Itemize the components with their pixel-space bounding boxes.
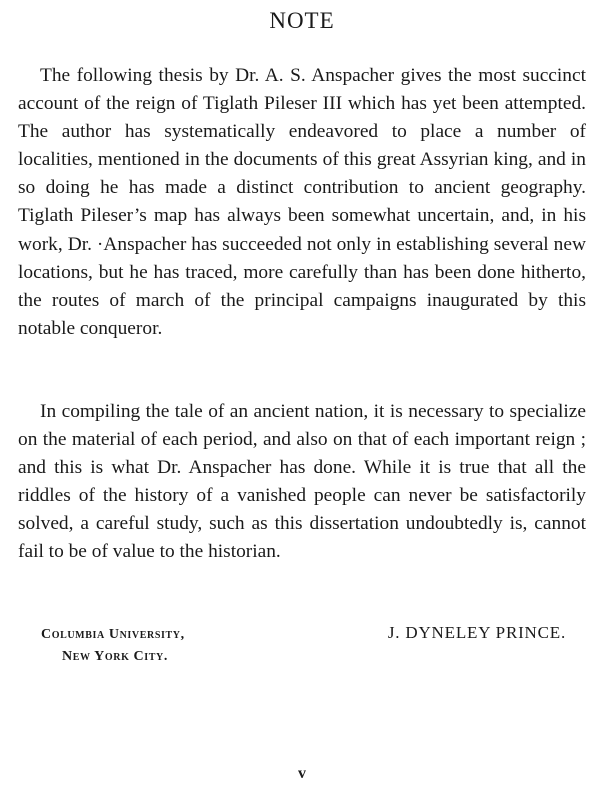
body-paragraph-1: The following thesis by Dr. A. S. Anspacher gives the most succinct account of the reign of Tiglath Pileser III which has yet been attempted. The author has systematically endeavored to place a number of localities, mentioned in the documents of this great Assyrian king, and in so doing he has made a distinct contribution to ancient geography. Tiglath Pileser’s map has always been somewhat uncertain, and, in his work, Dr. ·Anspacher has succeeded not only in establishing several new locations, but he has traced, more carefully than has been done hitherto, the routes of march of the principal campaigns inaugurated by this notable conqueror.: [18, 65, 586, 339]
affiliation-line-2: New York City.: [62, 649, 168, 664]
author-signature: J. DYNELEY PRINCE.: [387, 623, 566, 642]
page-heading: NOTE: [269, 8, 335, 33]
body-paragraph-2: In compiling the tale of an ancient nation, it is necessary to specialize on the material of each period, and also on that of each important reign ; and this is what Dr. Anspacher has done. While it is true that all the riddles of the history of a vanished people can never be satisfactorily solved, a careful study, such as this dissertation undoubtedly is, cannot fail to be of value to the historian.: [18, 401, 586, 563]
affiliation-line-1: Columbia University,: [41, 627, 185, 642]
page-number: v: [298, 765, 306, 782]
